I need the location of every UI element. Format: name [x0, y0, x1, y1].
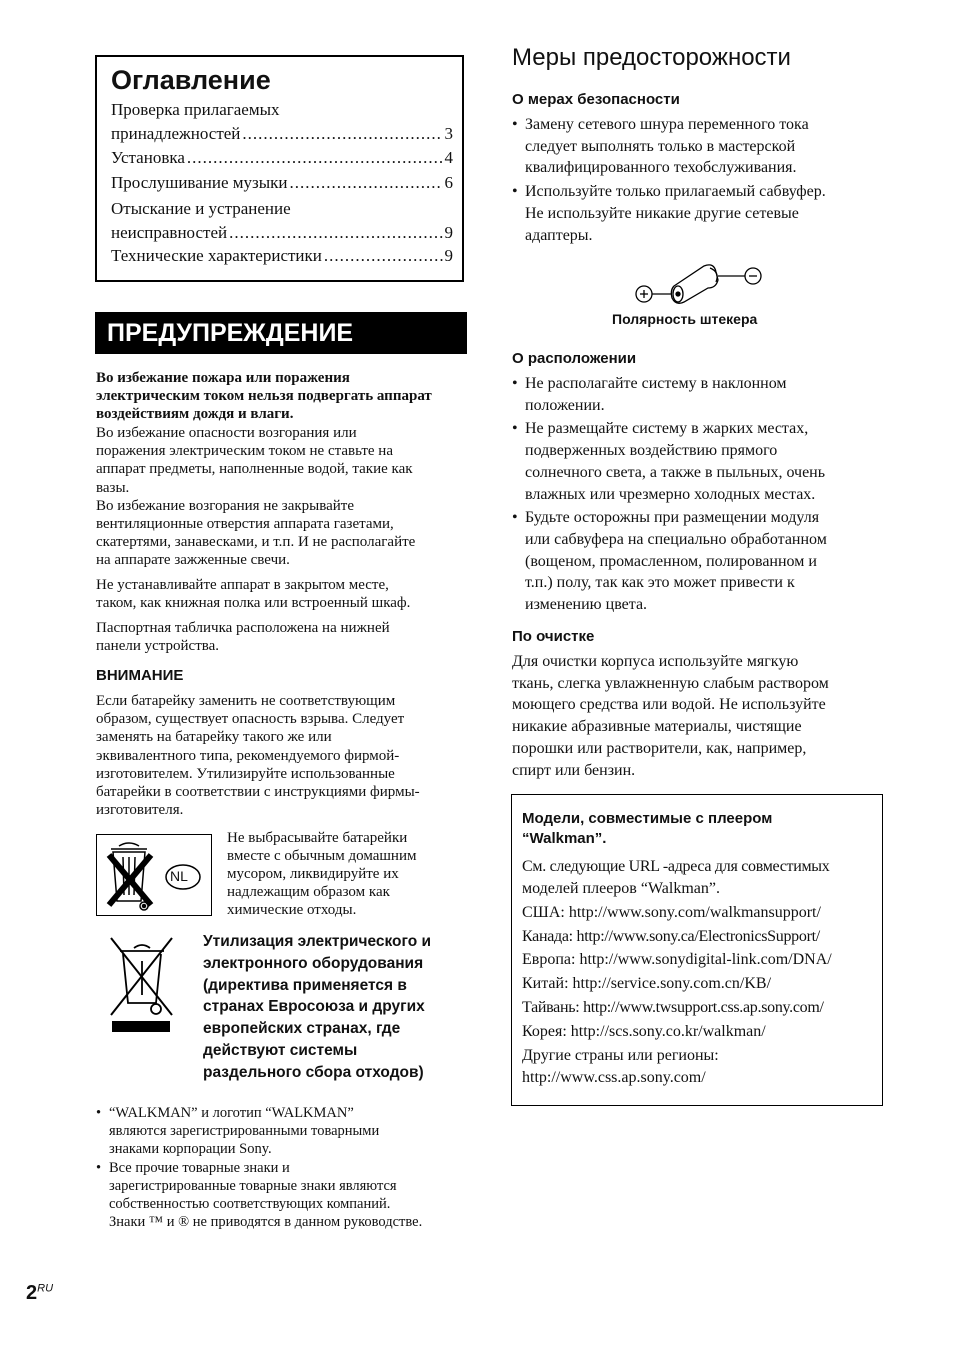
text-line: Во избежание опасности возгорания или [96, 425, 357, 441]
text-line: следует выполнять только в мастерской [525, 137, 796, 155]
text-line: спирт или бензин. [512, 761, 636, 779]
text-line: “Walkman”. [522, 830, 607, 847]
text-line: скатертями, занавесками, и т.п. И не располагайте [96, 534, 416, 551]
text-line: влажных или чрезмерно холодных местах. [525, 485, 816, 503]
toc-entry-title: неисправностей [111, 223, 228, 242]
text-line: т.п.) полу, так как это может привести к [525, 574, 795, 592]
text-line: • Используйте только прилагаемый сабвуфер. [525, 183, 826, 201]
text-line: Не устанавливайте аппарат в закрытом месте, [96, 577, 389, 593]
text-line: европейских странах, где [203, 1020, 401, 1038]
text-line: панели устройства. [96, 638, 220, 655]
text-line: батарейки в соответствии с инструкциями фирмы- [96, 784, 420, 801]
safety-list [512, 114, 882, 246]
caution-heading: ВНИМАНИЕ [96, 667, 184, 684]
url-china[interactable]: Китай: http://service.sony.com.cn/KB/ [522, 975, 772, 992]
polarity-caption: Полярность штекера [612, 311, 758, 327]
toc-entry-page: 9 [444, 246, 453, 265]
text-line: знаками корпорации Sony. [109, 1141, 272, 1158]
models-heading [522, 809, 772, 849]
url-usa[interactable]: США: http://www.sony.com/walkmansupport/ [522, 904, 821, 921]
table-of-contents [95, 55, 464, 282]
text-line: электрическим током нельзя подвергать аппарат [96, 388, 432, 405]
toc-entry-page: 9 [444, 223, 453, 242]
url-europe[interactable]: Европа: http://www.sonydigital-link.com/DNA/ [522, 951, 832, 968]
trademark-item [96, 1159, 476, 1232]
text-line: электронного оборудования [203, 954, 424, 972]
url-korea[interactable]: Корея: http://scs.sony.co.kr/walkman/ [522, 1023, 766, 1040]
text-line: таком, как книжная полка или встроенный шкаф. [96, 595, 411, 612]
text-line: • Все прочие товарные знаки и [109, 1159, 290, 1176]
models-intro: См. следующие URL -адреса для совместимых [522, 858, 830, 875]
list-item [512, 373, 882, 416]
page-number [26, 1282, 53, 1305]
toc-entry-title: Установка [111, 148, 185, 167]
text-line: • “WALKMAN” и логотип “WALKMAN” [109, 1105, 354, 1121]
text-line: вместе с обычным домашним [227, 848, 417, 864]
url-taiwan[interactable]: Тайвань: http://www.twsupport.css.ap.sony.com/ [522, 999, 824, 1016]
text-line: мусором, ликвидируйте их [227, 866, 399, 882]
text-line: действуют системы [203, 1041, 358, 1059]
placement-heading: О расположении [512, 350, 637, 367]
text-line: заменять на батарейку такого же или [96, 729, 332, 746]
text-line: квалифицированного техобслуживания. [525, 159, 797, 177]
text-line: Не выбрасывайте батарейки [227, 830, 408, 846]
text-line: Утилизация электрического и [203, 933, 432, 950]
text-line: Не используйте никакие другие сетевые [525, 204, 799, 222]
warning-paragraph-1 [96, 424, 468, 570]
text-line: вентиляционные отверстия аппарата газетами, [96, 516, 394, 533]
text-line: солнечного света, а также в пыльных, очень [525, 463, 826, 481]
text-line: аппарат предметы, наполненные водой, такие как [96, 461, 413, 478]
other-regions-label: Другие страны или регионы: [522, 1047, 719, 1064]
text-line: • Не размещайте систему в жарких местах, [525, 420, 809, 438]
weee-bin-icon [108, 935, 176, 1033]
models-intro: моделей плееров “Walkman”. [522, 880, 720, 897]
battery-text [227, 829, 416, 919]
text-line: Если батарейку заменить не соответствующим [96, 693, 396, 709]
text-line: • Не располагайте систему в наклонном [525, 375, 787, 392]
text-line: образом, существует опасность взрыва. Следует [96, 711, 405, 728]
text-line: • Будьте осторожны при размещении модуля [525, 509, 820, 527]
text-line: Модели, совместимые с плеером [522, 810, 773, 827]
text-line: Знаки ™ и ® не приводятся в данном руководстве. [109, 1214, 423, 1231]
text-line: моющего средства или водой. Не используйте [512, 696, 826, 714]
text-line: изготовителем. Утилизируйте использованные [96, 765, 395, 782]
text-line: странах Евросоюза и других [203, 998, 425, 1016]
text-line: положении. [525, 396, 605, 414]
toc-title: Оглавление [111, 65, 271, 95]
trademark-item [96, 1104, 476, 1159]
url-other[interactable]: http://www.css.ap.sony.com/ [522, 1069, 706, 1086]
toc-entry-page: 3 [444, 124, 453, 143]
page-number-value: 2 [26, 1282, 38, 1304]
warning-bold-text [96, 369, 468, 424]
list-item [512, 507, 882, 616]
text-line: или сабвуфера на специально обработанном [525, 530, 827, 548]
warning-banner: ПРЕДУПРЕЖДЕНИЕ [95, 312, 467, 354]
text-line: химические отходы. [227, 902, 357, 918]
text-line: вазы. [96, 479, 130, 496]
text-line: Во избежание пожара или поражения [96, 370, 350, 386]
toc-entry-page: 4 [444, 148, 453, 167]
text-line: воздействиям дождя и влаги. [96, 406, 294, 423]
page-language: RU [37, 1282, 54, 1295]
toc-entry[interactable] [111, 244, 453, 268]
toc-entry-line: Проверка прилагаемых [111, 100, 280, 119]
text-line: (директива применяется в [203, 976, 407, 994]
toc-entry[interactable] [111, 146, 453, 170]
list-item [512, 181, 882, 246]
weee-text [203, 931, 431, 1084]
battery-disposal-icon [96, 834, 212, 916]
plug-polarity-icon [630, 258, 770, 308]
toc-entry-title: Прослушивание музыки [111, 173, 288, 192]
nl-badge: NL [170, 868, 188, 884]
caution-text [96, 692, 468, 819]
toc-entry-page: 6 [444, 173, 453, 192]
text-line: надлежащим образом как [227, 884, 390, 900]
list-item [512, 114, 882, 179]
safety-heading: О мерах безопасности [512, 91, 680, 108]
text-line: изменению цвета. [525, 596, 648, 614]
warning-paragraph-2 [96, 576, 468, 612]
toc-entry-title: Технические характеристики [111, 246, 322, 265]
text-line: подверженных воздействию прямого [525, 442, 778, 460]
compatible-models-box [511, 794, 883, 1106]
trademarks [96, 1104, 476, 1231]
text-line: ткань, слегка увлажненную слабым раствором [512, 674, 829, 692]
placement-list [512, 373, 882, 616]
text-line: изготовителя. [96, 802, 184, 819]
cleaning-heading: По очистке [512, 628, 595, 645]
toc-entry[interactable] [111, 98, 453, 146]
text-line: эквивалентного типа, рекомендуемого фирмой- [96, 747, 400, 764]
url-canada[interactable]: Канада: http://www.sony.ca/ElectronicsSupport/ [522, 928, 820, 945]
precautions-title: Меры предосторожности [512, 44, 791, 71]
text-line: (вощеном, промасленном, полированном и [525, 552, 817, 570]
text-line: никакие абразивные материалы, чистящие [512, 718, 802, 736]
text-line: собственностью соответствующих компаний. [109, 1196, 391, 1213]
text-line: на аппарате зажженные свечи. [96, 552, 290, 569]
text-line: Паспортная табличка расположена на нижней [96, 620, 390, 636]
text-line: порошки или растворители, как, например, [512, 739, 807, 757]
cleaning-text [512, 651, 882, 781]
list-item [512, 418, 882, 505]
toc-entry[interactable] [111, 197, 453, 245]
text-line: являются зарегистрированными товарными [109, 1123, 380, 1140]
text-line: зарегистрированные товарные знаки являются [109, 1177, 397, 1194]
text-line: адаптеры. [525, 226, 593, 244]
text-line: поражения электрическим током не ставьте на [96, 443, 393, 460]
text-line: Для очистки корпуса используйте мягкую [512, 653, 799, 670]
warning-paragraph-3 [96, 619, 468, 655]
toc-entry[interactable] [111, 171, 453, 195]
text-line: Во избежание возгорания не закрывайте [96, 497, 354, 514]
toc-entry-title: принадлежностей [111, 124, 241, 143]
toc-entry-line: Отыскание и устранение [111, 199, 291, 218]
text-line: • Замену сетевого шнура переменного тока [525, 116, 809, 133]
text-line: раздельного сбора отходов) [203, 1063, 424, 1081]
